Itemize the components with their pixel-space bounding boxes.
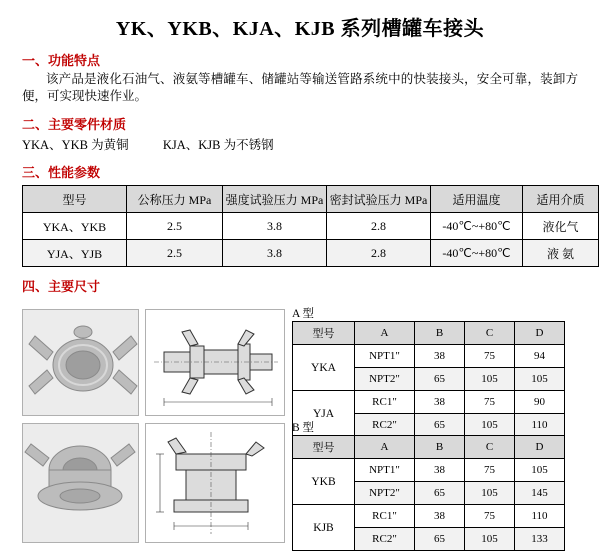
dim-a-cell-c: 75 <box>465 391 515 414</box>
dim-a-cell-d: 105 <box>515 368 565 391</box>
spec-cell-temp: -40℃~+80℃ <box>431 213 523 240</box>
type-a-label: A 型 <box>292 308 315 320</box>
material-brass: YKA、YKB 为黄铜 <box>22 138 129 152</box>
spec-header-model: 型号 <box>23 186 127 213</box>
coupling-drawing-a <box>145 309 285 416</box>
spec-cell-strength: 3.8 <box>223 213 327 240</box>
dim-b-cell-d: 110 <box>515 505 565 528</box>
dimensions-area <box>0 301 600 551</box>
spec-cell-medium: 液化气 <box>523 213 599 240</box>
section-heading-performance: 三、性能参数 <box>22 165 101 180</box>
dim-a-cell-a: NPT2" <box>355 368 415 391</box>
dim-b-header-c: C <box>465 436 515 459</box>
table-row <box>293 391 565 414</box>
dim-b-cell-d: 133 <box>515 528 565 551</box>
document-page <box>0 12 600 545</box>
dim-b-model-ykb: YKB <box>293 459 355 505</box>
section-heading-dimensions: 四、主要尺寸 <box>22 279 101 294</box>
dimension-table-a <box>292 321 565 437</box>
dim-a-cell-d: 94 <box>515 345 565 368</box>
table-row <box>23 213 599 240</box>
spec-cell-model: YKA、YKB <box>23 213 127 240</box>
dim-a-cell-d: 90 <box>515 391 565 414</box>
spec-cell-medium: 液 氨 <box>523 240 599 267</box>
dim-b-cell-c: 105 <box>465 482 515 505</box>
spec-header-strength-test: 强度试验压力 MPa <box>223 186 327 213</box>
dim-a-cell-d: 110 <box>515 414 565 437</box>
dim-b-cell-d: 145 <box>515 482 565 505</box>
dim-b-header-model: 型号 <box>293 436 355 459</box>
dim-b-cell-a: NPT1" <box>355 459 415 482</box>
spec-table <box>22 185 599 267</box>
table-row <box>293 459 565 482</box>
dim-a-cell-b: 38 <box>415 391 465 414</box>
spec-cell-seal: 2.8 <box>327 240 431 267</box>
dim-a-header-row <box>293 322 565 345</box>
spec-cell-strength: 3.8 <box>223 240 327 267</box>
dim-b-cell-a: RC2" <box>355 528 415 551</box>
dim-a-cell-c: 105 <box>465 368 515 391</box>
dim-b-header-a: A <box>355 436 415 459</box>
features-text: 该产品是液化石油气、液氨等槽罐车、储罐站等输送管路系统中的快装接头，安全可靠，装卸方便，可实现快速作业。 <box>22 72 578 103</box>
dim-a-header-b: B <box>415 322 465 345</box>
dim-b-cell-c: 75 <box>465 505 515 528</box>
dim-b-header-row <box>293 436 565 459</box>
dim-a-cell-a: RC2" <box>355 414 415 437</box>
section-heading-materials: 二、主要零件材质 <box>22 117 127 132</box>
coupling-photo-a <box>22 309 139 416</box>
dim-a-cell-c: 105 <box>465 414 515 437</box>
spec-header-seal-test: 密封试验压力 MPa <box>327 186 431 213</box>
type-b-label: B 型 <box>292 422 315 434</box>
spec-cell-temp: -40℃~+80℃ <box>431 240 523 267</box>
section-heading-features: 一、功能特点 <box>22 53 101 68</box>
dim-b-cell-c: 105 <box>465 528 515 551</box>
dim-a-cell-c: 75 <box>465 345 515 368</box>
dim-a-cell-a: NPT1" <box>355 345 415 368</box>
spec-header-nominal-pressure: 公称压力 MPa <box>127 186 223 213</box>
dim-b-cell-b: 65 <box>415 528 465 551</box>
page-title: YK、YKB、KJA、KJB 系列槽罐车接头 <box>115 18 485 40</box>
dim-a-model-yka: YKA <box>293 345 355 391</box>
dim-a-cell-b: 38 <box>415 345 465 368</box>
spec-cell-nominal: 2.5 <box>127 240 223 267</box>
dim-a-cell-b: 65 <box>415 414 465 437</box>
spec-cell-model: YJA、YJB <box>23 240 127 267</box>
dim-b-header-d: D <box>515 436 565 459</box>
table-row <box>293 345 565 368</box>
dim-b-cell-b: 38 <box>415 459 465 482</box>
dim-a-model-yja: YJA <box>293 391 355 437</box>
dim-a-header-a: A <box>355 322 415 345</box>
materials-line <box>22 135 600 153</box>
dim-b-cell-b: 38 <box>415 505 465 528</box>
spec-header-medium: 适用介质 <box>523 186 599 213</box>
dim-b-model-kjb: KJB <box>293 505 355 551</box>
dim-a-header-c: C <box>465 322 515 345</box>
dim-b-header-b: B <box>415 436 465 459</box>
spec-cell-seal: 2.8 <box>327 213 431 240</box>
dim-a-cell-b: 65 <box>415 368 465 391</box>
material-stainless: KJA、KJB 为不锈钢 <box>162 138 274 152</box>
dim-a-header-model: 型号 <box>293 322 355 345</box>
dim-a-header-d: D <box>515 322 565 345</box>
dimension-table-b <box>292 435 565 551</box>
table-row <box>23 240 599 267</box>
table-row <box>293 505 565 528</box>
spec-table-header-row <box>23 186 599 213</box>
dim-b-cell-b: 65 <box>415 482 465 505</box>
coupling-photo-b <box>22 423 139 543</box>
dim-b-cell-c: 75 <box>465 459 515 482</box>
dim-b-cell-a: RC1" <box>355 505 415 528</box>
dim-b-cell-a: NPT2" <box>355 482 415 505</box>
dim-a-cell-a: RC1" <box>355 391 415 414</box>
spec-cell-nominal: 2.5 <box>127 213 223 240</box>
spec-header-temperature: 适用温度 <box>431 186 523 213</box>
dim-b-cell-d: 105 <box>515 459 565 482</box>
coupling-drawing-b <box>145 423 285 543</box>
